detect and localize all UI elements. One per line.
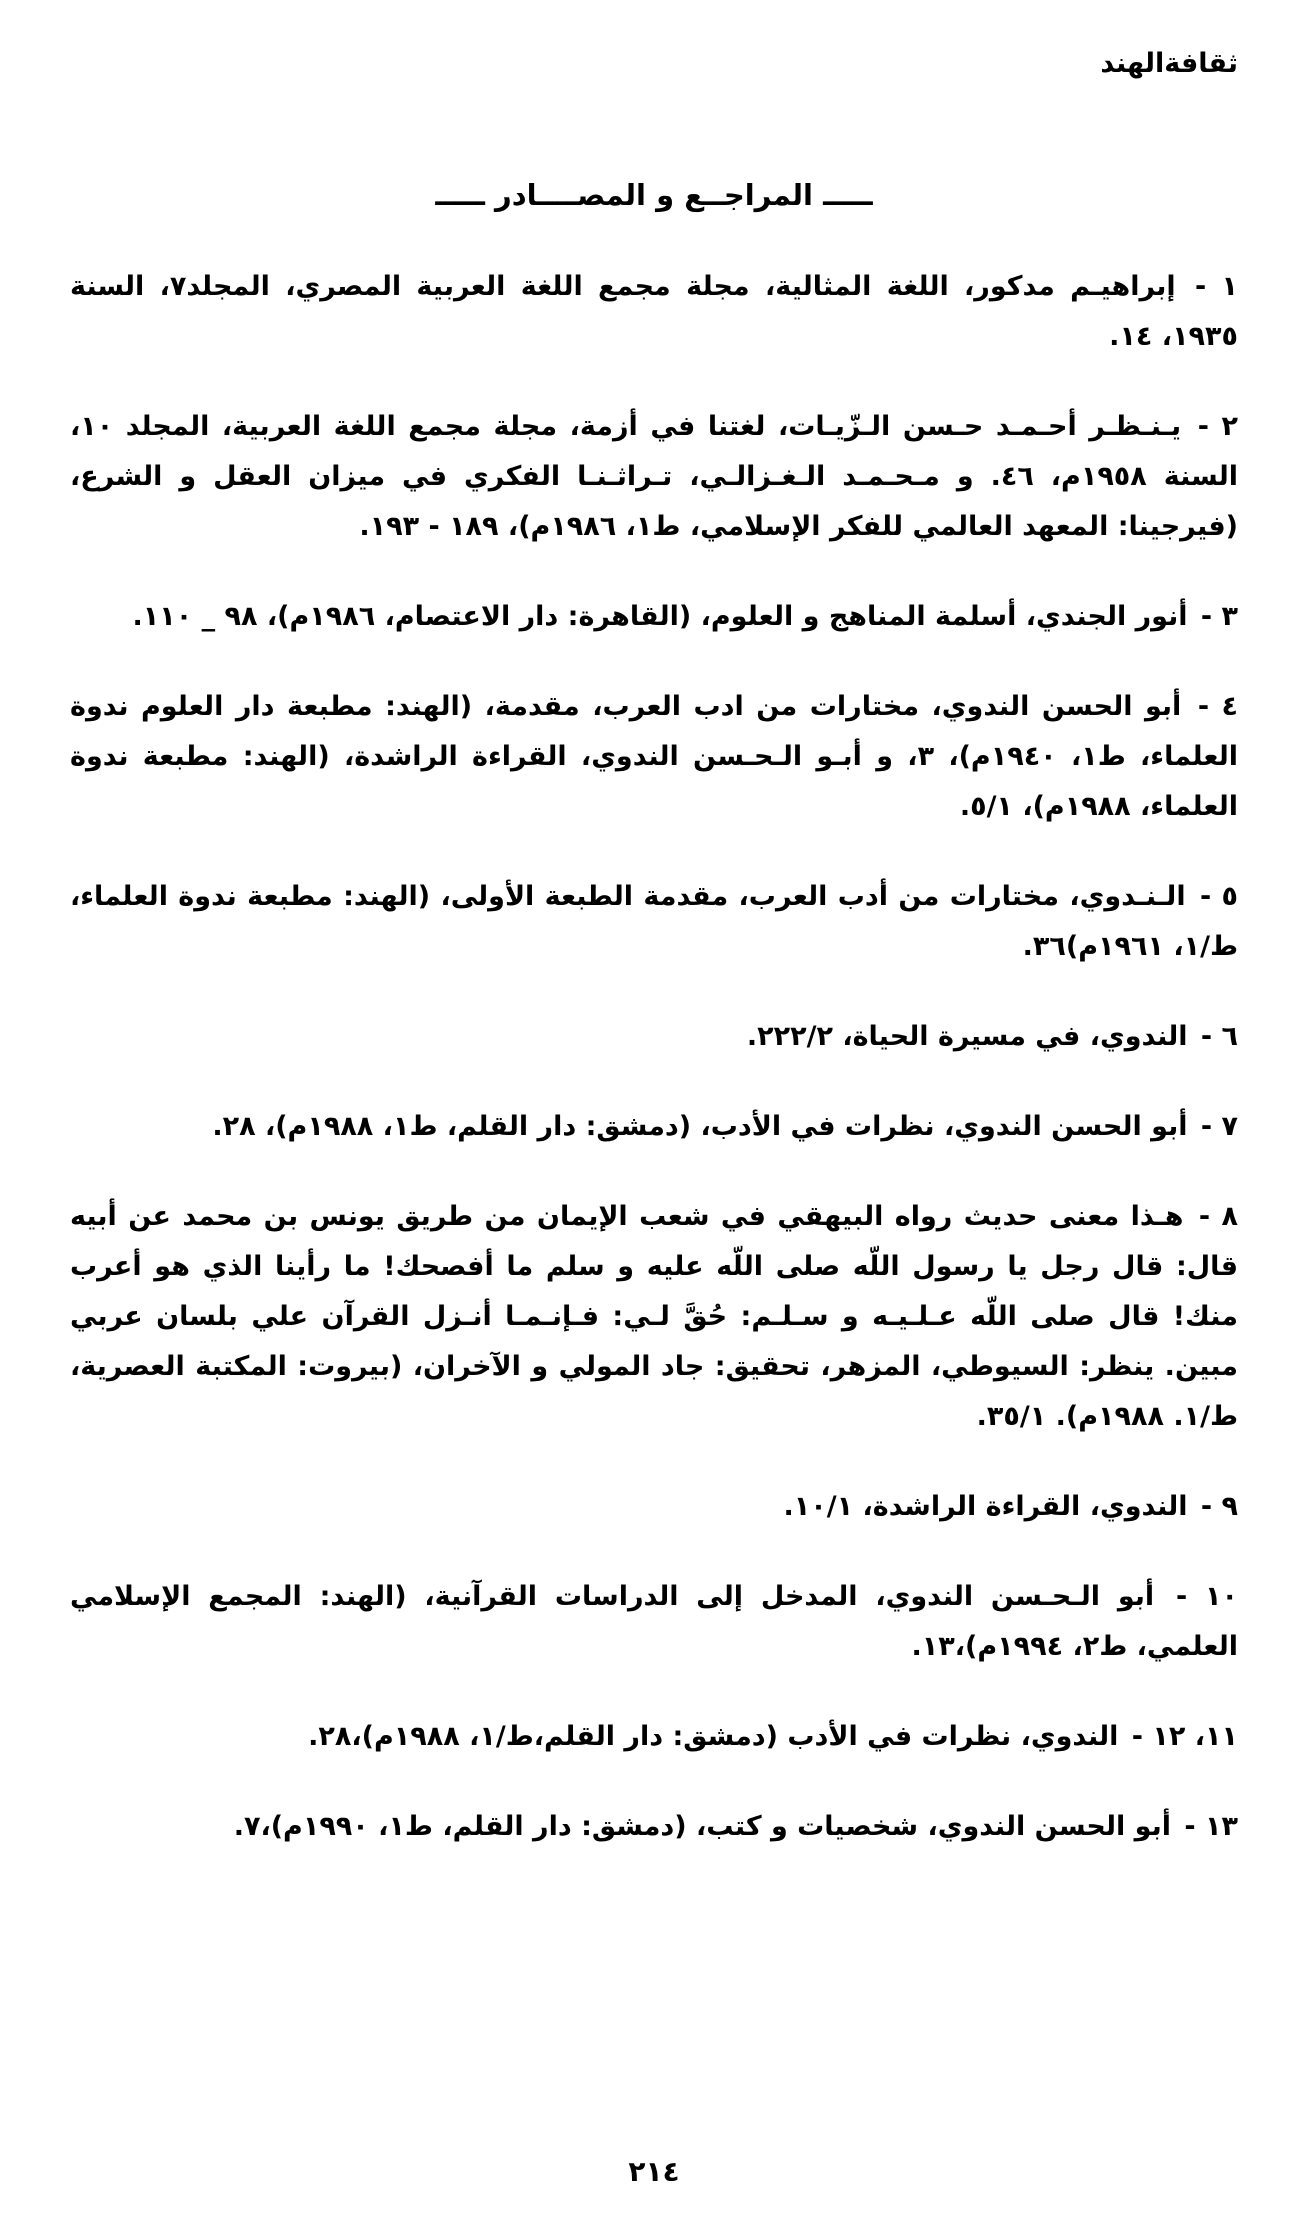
reference-number: ١ -	[1195, 271, 1239, 302]
reference-text: أبو الـحـسن الندوي، المدخل إلى الدراسات القرآنية، (الهند: المجمع الإسلامي العلمي، ط٢، ١٩٩٤م)،١٣.	[70, 1581, 1238, 1662]
reference-item	[70, 1712, 1238, 1762]
reference-item	[70, 1192, 1238, 1442]
reference-item	[70, 1482, 1238, 1532]
reference-number: ٨ -	[1198, 1201, 1239, 1232]
reference-text: أبو الحسن الندوي، نظرات في الأدب، (دمشق: دار القلم، ط١، ١٩٨٨م)، ٢٨.	[212, 1111, 1188, 1142]
reference-item	[70, 592, 1238, 642]
reference-text: أبو الحسن الندوي، شخصيات و كتب، (دمشق: دار القلم، ط١، ١٩٩٠م)،٧.	[233, 1811, 1172, 1842]
reference-text: يـنـظـر أحـمـد حـسن الـزّيـات، لغتنا في أزمة، مجلة مجمع اللغة العربية، المجلد ١٠، السنة ١٩٥٨م، ٤٦. و مـحـمـد الـغـزالـي، تـراثـنـا الفكري في ميزان العقل و الشرع، (فيرجينا: المعهد العالمي للفكر الإسلامي، ط١، ١٩٨٦م)، ١٨٩ - ١٩٣.	[70, 411, 1239, 542]
reference-number: ١١، ١٢ -	[1131, 1721, 1238, 1752]
reference-text: الندوي، القراءة الراشدة، ١٠/١.	[783, 1491, 1188, 1522]
reference-number: ١٠ -	[1176, 1581, 1238, 1612]
reference-number: ٢ -	[1197, 411, 1239, 442]
reference-text: إبراهيـم مدكور، اللغة المثالية، مجلة مجمع اللغة العربية المصري، المجلد٧، السنة ١٩٣٥، ١٤.	[70, 271, 1238, 352]
reference-number: ٩ -	[1200, 1491, 1238, 1522]
reference-item	[70, 1012, 1238, 1062]
reference-text: أنور الجندي، أسلمة المناهج و العلوم، (القاهرة: دار الاعتصام، ١٩٨٦م)، ٩٨ _ ١١٠.	[132, 601, 1188, 632]
reference-item	[70, 1102, 1238, 1152]
reference-item	[70, 1572, 1238, 1672]
reference-item	[70, 1802, 1238, 1852]
references-list	[70, 262, 1238, 1892]
reference-item	[70, 682, 1238, 832]
reference-item	[70, 262, 1238, 362]
reference-number: ٣ -	[1200, 601, 1238, 632]
reference-number: ٥ -	[1199, 881, 1238, 912]
reference-number: ٦ -	[1200, 1021, 1238, 1052]
reference-item	[70, 402, 1238, 552]
reference-text: الندوي، في مسيرة الحياة، ٢٢٢/٢.	[746, 1021, 1188, 1052]
reference-text: الـنـدوي، مختارات من أدب العرب، مقدمة الطبعة الأولى، (الهند: مطبعة ندوة العلماء، ط/١، ١٩٦١م)٣٦.	[70, 881, 1238, 962]
reference-text: أبو الحسن الندوي، مختارات من ادب العرب، مقدمة، (الهند: مطبعة دار العلوم ندوة العلماء، ط١، ١٩٤٠م)، ٣، و أبـو الـحـسن الندوي، القراءة الراشدة، (الهند: مطبعة ندوة العلماء، ١٩٨٨م)، ٥/١.	[70, 691, 1238, 822]
reference-number: ٤ -	[1197, 691, 1239, 722]
page-number: ٢١٤	[628, 2155, 680, 2188]
reference-item	[70, 872, 1238, 972]
reference-text: الندوي، نظرات في الأدب (دمشق: دار القلم،ط/١، ١٩٨٨م)،٢٨.	[308, 1721, 1119, 1752]
section-title: ـــــ المراجــع و المصــــادر ـــــ	[435, 178, 873, 212]
running-header: ثقافةالهند	[1100, 48, 1238, 79]
reference-text: هـذا معنى حديث رواه البيهقي في شعب الإيمان من طريق يونس بن محمد عن أبيه قال: قال رجل يا رسول اللّه صلى اللّه عليه و سلم ما أفصحك! ما رأينا الذي هو أعرب منك! قال صلى اللّه عـلـيـه و سـلـم: حُقَّ لـي: فـإنـمـا أنـزل القرآن علي بلسان عربي مبين. ينظر: السيوطي، المزهر، تحقيق: جاد المولي و الآخران، (بيروت: المكتبة العصرية، ط/١. ١٩٨٨م). ٣٥/١.	[70, 1201, 1238, 1432]
reference-number: ١٣ -	[1184, 1811, 1238, 1842]
reference-number: ٧ -	[1200, 1111, 1238, 1142]
